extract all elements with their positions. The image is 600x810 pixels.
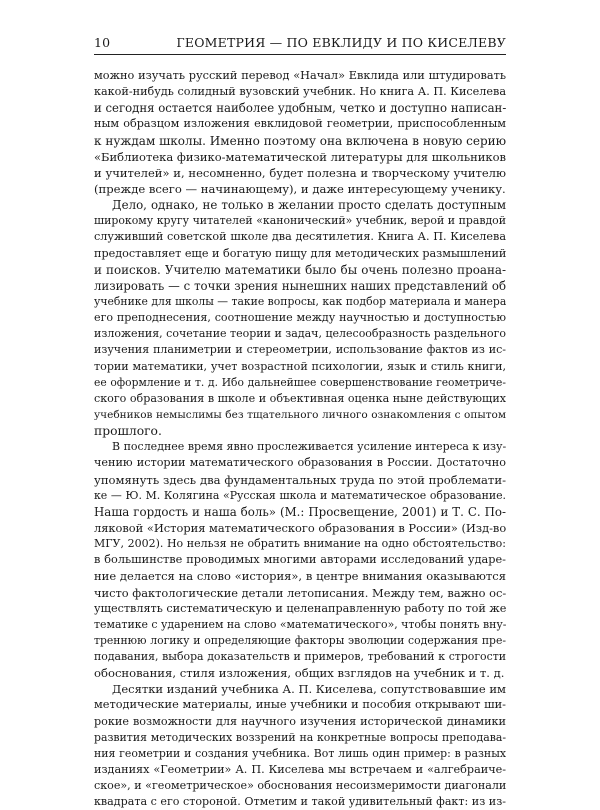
text-line: и учителей» и, несомненно, будет полезна и творческому учителю (94, 165, 506, 180)
text-line: чению истории математического образования в России. Достаточно (94, 456, 506, 470)
text-line: его преподнесения, соотношение между научностью и доступностью (94, 311, 506, 325)
text-line: упомянуть здесь два фундаментальных труда по этой проблемати- (94, 472, 506, 487)
text-line: учебнике для школы — такие вопросы, как подбор материала и манера (94, 294, 507, 308)
text-line: «Библиотека физико-математической литературы для школьников (94, 149, 506, 164)
text-line: ния геометрии и создания учебника. Вот лишь один пример: в разных (94, 746, 506, 760)
text-line: изучения планиметрии и стереометрии, использование фактов из ис- (94, 343, 506, 357)
text-line: изданиях «Геометрии» А. П. Киселева мы встречаем и «алгебраиче- (94, 763, 506, 777)
text-line: к нуждам школы. Именно поэтому она включена в новую серию (94, 133, 507, 148)
text-line: предоставляет еще и богатую пищу для методических размышлений (94, 246, 507, 260)
text-line: лизировать — с точки зрения нынешних наших представлений об (94, 278, 506, 293)
text-line: в большинстве проводимых многими авторами исследований ударе- (94, 553, 506, 567)
paragraph-3 (94, 439, 506, 681)
text-line: ее оформление и т. д. Ибо дальнейшее совершенствование геометриче- (94, 375, 506, 389)
text-line: треннюю логику и определяющие факторы эволюции содержания пре- (94, 633, 506, 647)
paragraph-2 (94, 197, 506, 439)
text-line: широкому кругу читателей «канонический» учебник, верой и правдой (94, 214, 506, 228)
text-line: рокие возможности для научного изучения исторической динамики (94, 714, 506, 728)
text-line: ское», и «геометрическое» обоснования несоизмеримости диагонали (94, 779, 507, 793)
text-line: ке — Ю. М. Колягина «Русская школа и математическое образование. (94, 488, 506, 502)
text-line: развития методических воззрений на конкретные вопросы преподава- (94, 730, 506, 744)
text-line: Наша гордость и наша боль» (М.: Просвещение, 2001) и Т. С. По- (94, 504, 506, 519)
text-line: уществлять систематическую и целенаправленную работу по той же (94, 601, 507, 615)
text-line: служивший советской школе два десятилетия. Книга А. П. Киселева (94, 230, 506, 244)
text-line: Дело, однако, не только в желании просто сделать доступным (112, 198, 506, 213)
text-line: учебников немыслимы без тщательного личного ознакомления с опытом (94, 408, 506, 421)
page-number: 10 (94, 35, 111, 50)
text-line: изложения, сочетание теории и задач, целесообразность раздельного (94, 327, 507, 341)
text-line: В последнее время явно прослеживается усиление интереса к изу- (112, 440, 507, 454)
running-head (94, 34, 506, 52)
paragraph-1 (94, 68, 506, 197)
paragraph-4 (94, 681, 506, 810)
text-line: можно изучать русский перевод «Начал» Евклида или штудировать (94, 69, 506, 82)
text-line: обоснования, стиля изложения, общих взглядов на учебник и т. д. (94, 666, 505, 681)
text-line: (прежде всего — начинающему), и даже интересующему ученику. (94, 181, 506, 196)
text-line: методические материалы, иные учебники и пособия открывают ши- (94, 698, 506, 712)
body-text (94, 68, 506, 810)
text-line: ского образования в школе и объективная оценка ныне действующих (94, 391, 506, 405)
text-line: ным образцом изложения евклидовой геометрии, приспособленным (94, 117, 506, 131)
text-line: тематике с ударением на слово «математического», чтобы понять вну- (94, 617, 507, 631)
text-line: и сегодня остается наиболее удобным, четко и доступно написан- (94, 101, 507, 116)
text-line: ние делается на слово «история», в центре внимания оказываются (94, 569, 506, 584)
text-line: прошлого. (94, 424, 162, 439)
header-rule (94, 54, 506, 55)
text-line: тории математики, учет возрастной психологии, язык и стиль книги, (94, 359, 506, 373)
running-title: ГЕОМЕТРИЯ — ПО ЕВКЛИДУ И ПО КИСЕЛЕВУ (176, 35, 506, 50)
text-line: чисто фактологические детали летописания. Между тем, важно ос- (94, 585, 507, 600)
text-line: квадрата с его стороной. Отметим и такой удивительный факт: из из- (94, 795, 506, 809)
text-line: и поисков. Учителю математики было бы очень полезно проана- (94, 262, 506, 277)
text-line: какой-нибудь солидный вузовский учебник. Но книга А. П. Киселева (94, 85, 506, 99)
text-line: ляковой «История математического образования в России» (Изд-во (94, 520, 507, 535)
text-line: Десятки изданий учебника А. П. Киселева, сопутствовавшие им (112, 682, 506, 697)
text-line: подавания, выбора доказательств и примеров, требований к строгости (94, 650, 506, 664)
text-line: МГУ, 2002). Но нельзя не обратить внимание на одно обстоятельство: (94, 537, 506, 551)
